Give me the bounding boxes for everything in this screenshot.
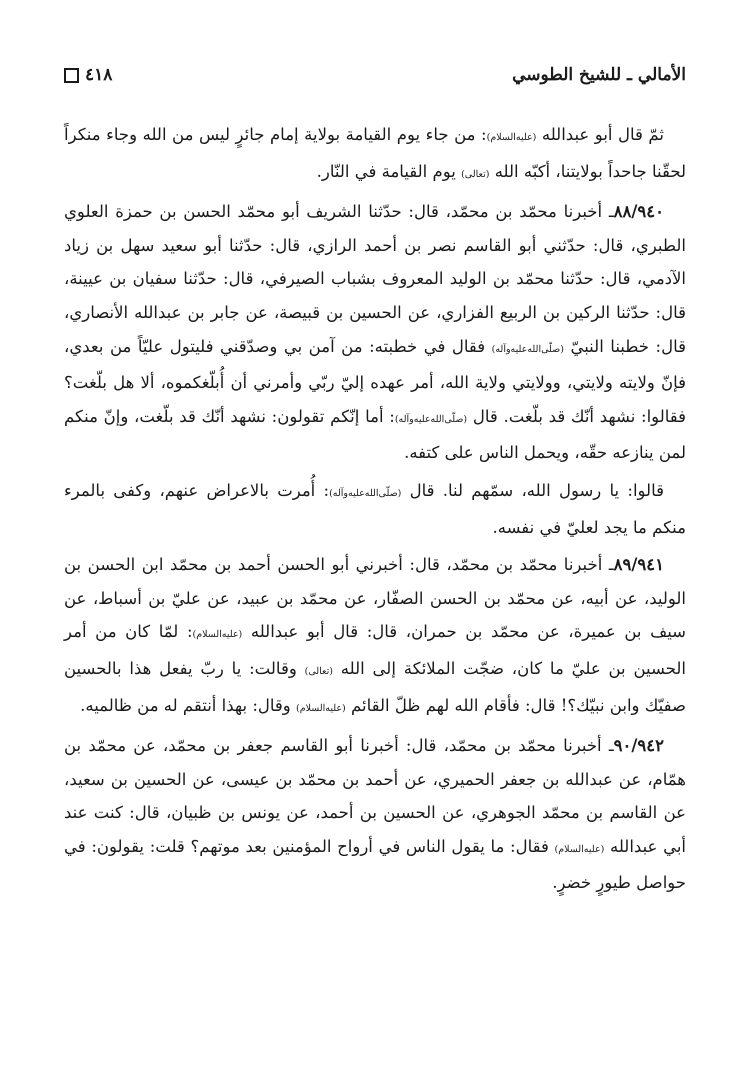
- text-run: وقالت: يا ربّ يفعل هذا بالحسين صفيّك وابن نبيّك؟! قال: فأقام الله لهم ظلّ القائم: [64, 658, 686, 715]
- text-run: ـ أخبرنا محمّد بن محمّد، قال: حدّثنا الشريف أبو محمّد الحسن بن حمزة العلوي الطبري، قال: حدّثني أبو القاسم نصر بن أحمد الرازي، قال: حدّثنا أبو سعيد سهل بن زياد الآدمي، قال: حدّثنا محمّد بن الوليد المعروف بشباب الصيرفي، قال: حدّثنا سفيان بن عيينة، قال: حدّثنا الركين بن الربيع الفزاري، عن الحسين بن قبيصة، عن جابر بن عبدالله الأنصاري، قال: خطبنا النبيّ: [64, 202, 687, 356]
- text-run: يوم القيامة في النّار.: [316, 161, 462, 181]
- honorific: (عليه‌السلام): [296, 702, 346, 714]
- text-run: : من جاء يوم القيامة بولاية إمام جائرٍ ليس من الله وجاء منكراً لحقّنا جاحداً بولايتنا، أكبّه الله: [64, 125, 686, 181]
- text-run: فقال في خطبته: من آمن بي وصدّقني فليتول عليّاً من بعدي، فإنّ ولايته ولايتي، وولايتي ولاية الله، أمر عهده إليّ ربّي وأمرني أن أُبلّغكموه، ألا هل بلّغت؟ فقالوا: نشهد أنّك قد بلّغت. قال: [64, 336, 686, 426]
- text-run: ثمّ قال أبو عبدالله: [536, 125, 665, 144]
- honorific: (صلّى‌الله‌عليه‌وآله): [491, 343, 564, 355]
- honorific: (تعالى): [461, 168, 490, 180]
- text-run: : أُمرت بالاعراض عنهم، وكفى بالمرء منكم ما يجد لعليّ في نفسه.: [64, 480, 686, 537]
- page-header: [64, 58, 686, 92]
- paragraph: [64, 729, 686, 900]
- hadith-number: ٨٨/٩٤٠: [613, 202, 664, 222]
- paragraph: [64, 118, 686, 191]
- text-run: قالوا: يا رسول الله، سمّهم لنا. قال: [401, 480, 664, 500]
- hadith-number: ٩٠/٩٤٢: [613, 736, 664, 756]
- page-number: ٤١٨: [85, 65, 113, 85]
- text-run: وقال: بهذا أنتقم له من ظالميه.: [80, 695, 297, 715]
- paragraph: [64, 195, 686, 470]
- text-run: : أما إنّكم تقولون: نشهد أنّك قد بلّغت، وإنّ منكم لمن ينازعه حقّه، ويحمل الناس على كتفه.: [64, 406, 686, 463]
- hadith-number: ٨٩/٩٤١: [613, 555, 664, 575]
- page-number-block: [64, 65, 112, 85]
- text-run: ـ أخبرنا محمّد بن محمّد، قال: أخبرني أبو الحسن أحمد بن محمّد ابن الحسن بن الوليد، عن أبيه، عن محمّد بن الحسن الصفّار، عن محمّد بن عبيد، عن عليّ بن أسباط، عن سيف بن عميرة، عن محمّد بن حمران، قال: قال أبو عبدالله: [64, 555, 686, 642]
- honorific: (عليه‌السلام): [486, 132, 537, 143]
- honorific: (عليه‌السلام): [192, 629, 243, 641]
- document-body: [64, 118, 686, 904]
- text-run: ـ أخبرنا محمّد بن محمّد، قال: أخبرنا أبو القاسم جعفر بن محمّد، عن محمّد بن همّام، عن عبدالله بن جعفر الحميري، عن أحمد بن محمّد بن عيسى، عن الحسين بن سعيد، عن القاسم بن محمّد الجوهري، عن الحسين بن أحمد، عن يونس بن ظبيان، قال: كنت عند أبي عبدالله: [64, 736, 687, 856]
- running-title: الأمالي ـ للشيخ الطوسي: [512, 65, 686, 85]
- paragraph: [64, 548, 686, 725]
- text-run: فقال: ما يقول الناس في أرواح المؤمنين بعد موتهم؟ قلت: يقولون: في حواصل طيورٍ خضرٍ.: [64, 836, 686, 893]
- honorific: (صلّى‌الله‌عليه‌وآله): [394, 413, 468, 425]
- honorific: (عليه‌السلام): [554, 843, 605, 855]
- honorific: (تعالى): [304, 665, 333, 677]
- honorific: (صلّى‌الله‌عليه‌وآله): [329, 487, 402, 499]
- paragraph: [64, 474, 686, 544]
- square-glyph-icon: [64, 68, 79, 83]
- text-run: : لمّا كان من أمر الحسين بن عليّ ما كان، ضجّت الملائكة إلى الله: [64, 622, 686, 678]
